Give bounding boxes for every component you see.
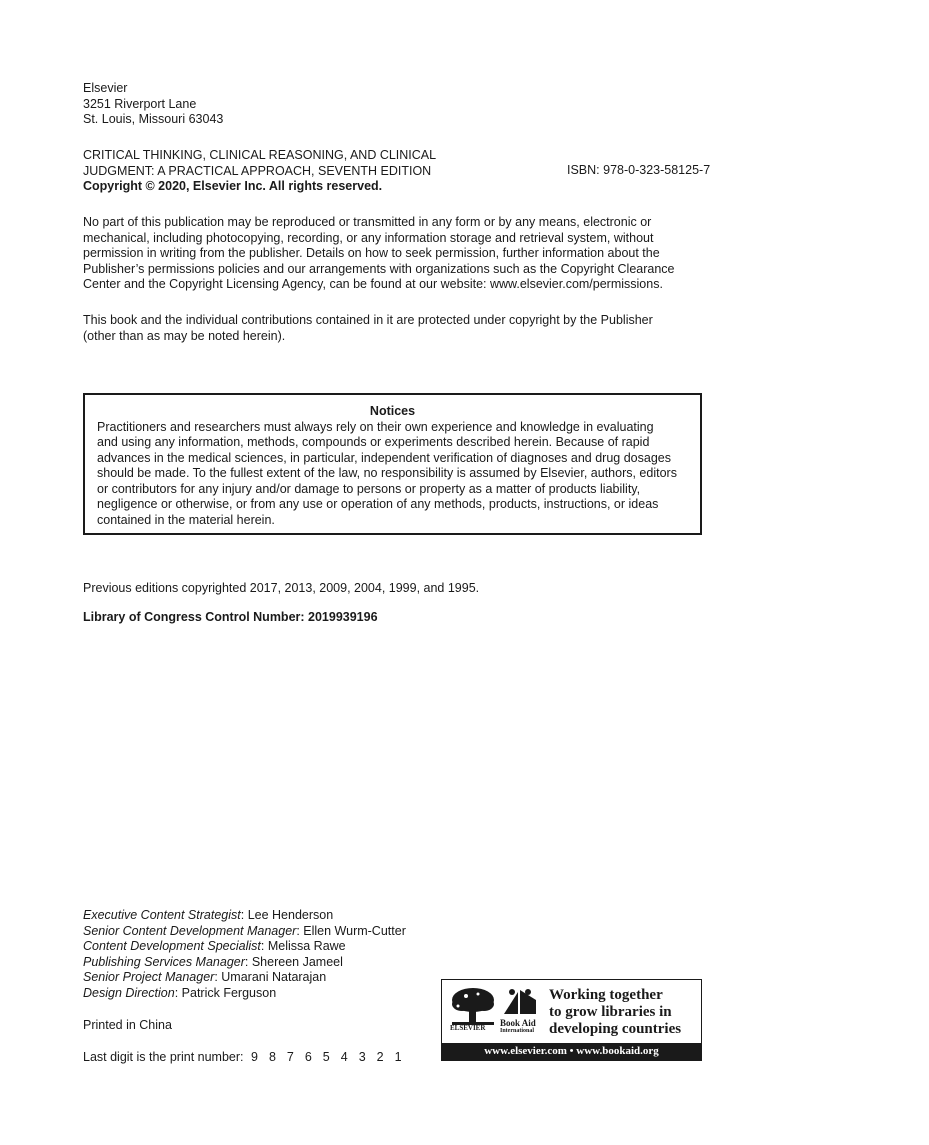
credit-line: Publishing Services Manager: Shereen Jameel	[83, 954, 343, 969]
copyright-line: Copyright © 2020, Elsevier Inc. All rights reserved.	[83, 179, 383, 193]
notices-body	[97, 420, 688, 529]
print-digit: 8	[268, 1050, 276, 1064]
book-aid-logo-subtext: International	[500, 1028, 535, 1034]
credit-line: Senior Content Development Manager: Ellen Wurm-Cutter	[83, 923, 406, 938]
book-aid-logo-icon	[500, 986, 540, 1018]
address-line: St. Louis, Missouri 63043	[83, 112, 224, 126]
protection-line: This book and the individual contributions contained in it are protected under copyright by the Publisher	[83, 313, 653, 327]
address-line: 3251 Riverport Lane	[83, 96, 197, 111]
permissions-line: permission in writing from the publisher. Details on how to seek permission, further information about the	[83, 246, 660, 260]
print-digit: 1	[394, 1050, 402, 1064]
permissions-line: Center and the Copyright Licensing Agency, can be found at our website: www.elsevier.com/permissions.	[83, 277, 663, 291]
print-digit: 4	[340, 1050, 348, 1064]
permissions-paragraph	[83, 215, 703, 293]
credit-name: Umarani Natarajan	[221, 970, 327, 984]
protection-line: (other than as may be noted herein).	[83, 328, 286, 343]
print-digits	[251, 1050, 413, 1064]
protection-paragraph	[83, 313, 703, 344]
credit-name: Patrick Ferguson	[181, 985, 277, 1000]
notices-line: and using any information, methods, compounds or experiments described herein. Because of rapid	[97, 435, 650, 449]
credit-name: Melissa Rawe	[267, 939, 346, 953]
print-digit: 5	[322, 1050, 330, 1064]
credit-line: Design Direction: Patrick Ferguson	[83, 985, 277, 1000]
credit-line: Content Development Specialist: Melissa Rawe	[83, 939, 346, 953]
previous-editions: Previous editions copyrighted 2017, 2013, 2009, 2004, 1999, and 1995.	[83, 581, 480, 595]
notices-line: should be made. To the fullest extent of the law, no responsibility is assumed by Elsevier, authors, editors	[97, 466, 677, 480]
credit-role: Publishing Services Manager	[83, 954, 245, 969]
permissions-line: No part of this publication may be reproduced or transmitted in any form or by any means, electronic or	[83, 215, 652, 229]
credit-role: Content Development Specialist	[83, 939, 261, 953]
print-number-label: Last digit is the print number:	[83, 1050, 244, 1064]
notices-box	[83, 393, 702, 535]
credit-name: Lee Henderson	[247, 908, 334, 922]
lccn: Library of Congress Control Number: 2019939196	[83, 610, 378, 624]
credit-name: Shereen Jameel	[251, 954, 343, 969]
print-digit: 6	[304, 1050, 312, 1064]
book-title-line: JUDGMENT: A PRACTICAL APPROACH, SEVENTH EDITION	[83, 163, 432, 178]
credit-role: Design Direction	[83, 985, 175, 1000]
permissions-line: Publisher’s permissions policies and our arrangements with organizations such as the Copyright Clearance	[83, 261, 675, 276]
book-title-line: CRITICAL THINKING, CLINICAL REASONING, AND CLINICAL	[83, 148, 437, 162]
credit-line: Executive Content Strategist: Lee Henderson	[83, 908, 334, 922]
notices-line: or contributors for any injury and/or damage to persons or property as a matter of products liability,	[97, 481, 641, 496]
credits-list	[83, 908, 406, 1001]
publisher-name: Elsevier	[83, 81, 128, 95]
notices-line: contained in the material herein.	[97, 512, 275, 527]
banner-slogan	[549, 987, 699, 1038]
notices-line: advances in the medical sciences, in particular, independent verification of diagnoses and drug dosages	[97, 450, 671, 465]
credit-role: Senior Content Development Manager	[83, 923, 297, 938]
credit-role: Executive Content Strategist	[83, 908, 241, 922]
credit-line: Senior Project Manager: Umarani Natarajan	[83, 970, 327, 984]
isbn: ISBN: 978-0-323-58125-7	[567, 163, 711, 177]
slogan-line: developing countries	[549, 1021, 682, 1037]
notices-line: negligence or otherwise, or from any use or operation of any methods, products, instructions, or ideas	[97, 497, 659, 511]
publisher-address	[83, 81, 223, 128]
print-digit: 9	[250, 1050, 258, 1064]
printed-in: Printed in China	[83, 1018, 172, 1032]
print-digit: 3	[358, 1050, 366, 1064]
elsevier-logo-text: ELSEVIER	[450, 1024, 486, 1032]
print-digit: 2	[376, 1050, 384, 1064]
notices-line: Practitioners and researchers must always rely on their own experience and knowledge in evaluating	[97, 419, 654, 434]
print-number-line	[83, 1050, 413, 1066]
print-digit: 7	[286, 1050, 294, 1064]
banner-footer-urls: www.elsevier.com • www.bookaid.org	[442, 1043, 701, 1060]
book-aid-logo-text: Book Aid	[500, 1018, 536, 1028]
notices-title: Notices	[369, 404, 416, 418]
credit-name: Ellen Wurm-Cutter	[303, 923, 406, 938]
slogan-line: Working together	[549, 987, 663, 1003]
slogan-line: to grow libraries in	[549, 1004, 672, 1020]
permissions-line: mechanical, including photocopying, recording, or any information storage and retrieval system, without	[83, 230, 654, 245]
book-aid-banner	[441, 979, 702, 1061]
credit-role: Senior Project Manager	[83, 970, 215, 984]
